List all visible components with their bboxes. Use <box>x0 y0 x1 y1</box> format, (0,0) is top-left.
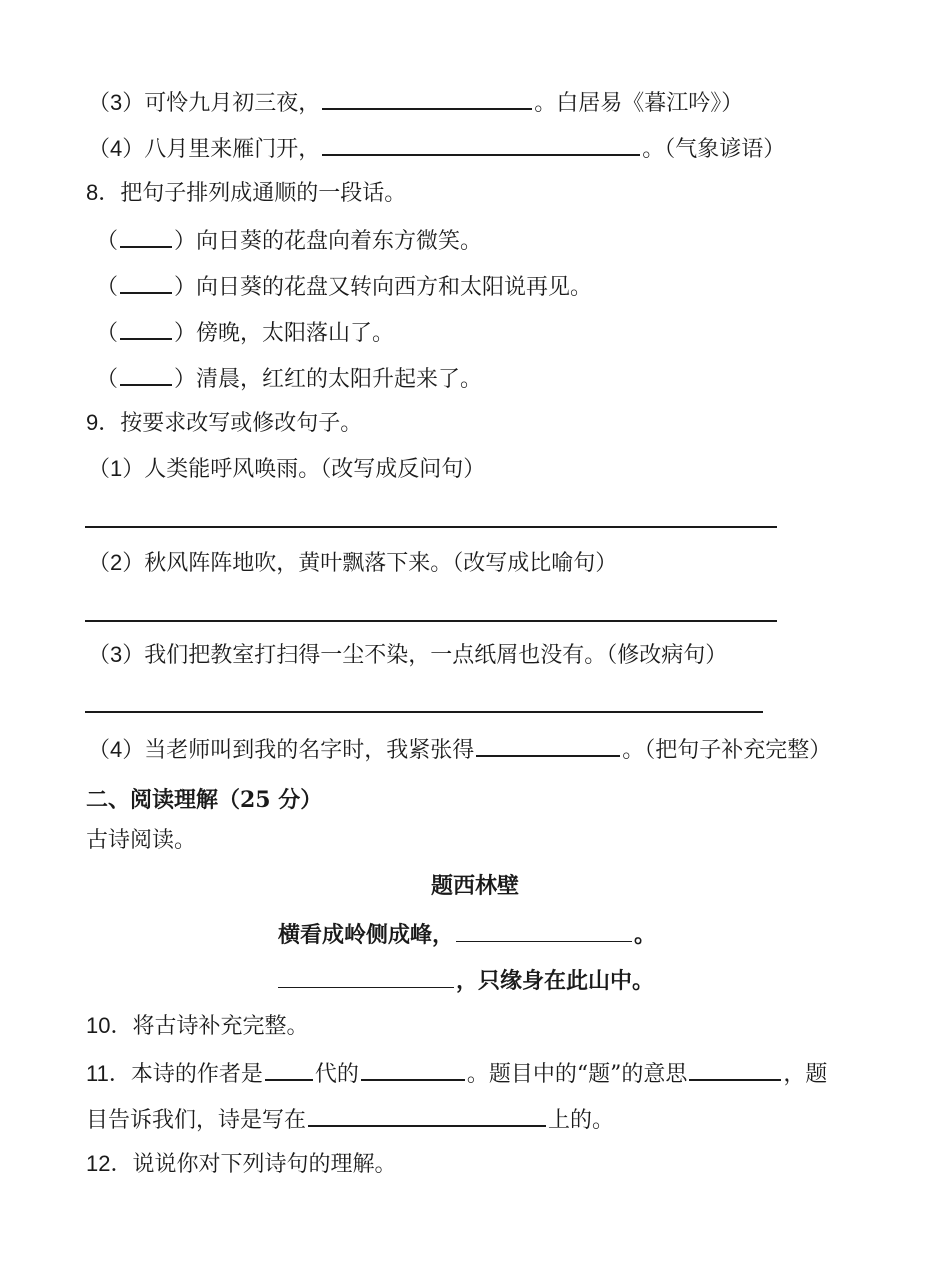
q11-text-1: 本诗的作者是 <box>130 1062 263 1087</box>
q8-item-4-blank[interactable] <box>120 362 172 386</box>
q10-text: 将古诗补充完整。 <box>132 1014 309 1039</box>
q12 <box>86 1149 397 1179</box>
paren-open: （ <box>96 229 119 254</box>
q9-item-1 <box>88 454 485 484</box>
q8-item-3-blank[interactable] <box>120 316 172 340</box>
q9-item-2 <box>88 548 617 578</box>
q7-item-4-number: （4） <box>88 136 145 161</box>
poem-line-1-end: 。 <box>634 922 657 948</box>
poem-line-1 <box>278 919 656 949</box>
q9-item-4-number: （4） <box>88 737 145 762</box>
q9-item-4-blank[interactable] <box>476 733 620 757</box>
q10 <box>86 1011 309 1041</box>
poem-line-1-blank[interactable] <box>456 919 632 942</box>
poem-title: 题西林壁 <box>430 873 519 899</box>
poem-line-2 <box>276 965 654 995</box>
q8-item-2-text: 向日葵的花盘又转向西方和太阳说再见。 <box>196 275 593 300</box>
q9-item-3 <box>88 640 727 670</box>
q9-item-1-number: （1） <box>88 456 145 481</box>
section-intro: 古诗阅读。 <box>86 828 197 853</box>
q12-number: 12． <box>86 1151 133 1176</box>
q8-item-2 <box>96 270 592 300</box>
q8-item-2-blank[interactable] <box>120 270 172 294</box>
paren-close: ） <box>174 229 197 254</box>
q9-item-3-answer-line[interactable] <box>85 711 763 713</box>
q8-item-4 <box>96 362 482 392</box>
q12-text: 说说你对下列诗句的理解。 <box>132 1152 397 1177</box>
q9-prompt: 按要求改写或修改句子。 <box>120 411 363 436</box>
q9-item-2-number: （2） <box>88 550 145 575</box>
q8-item-1-blank[interactable] <box>120 224 172 248</box>
q11-text-6: 上的。 <box>548 1108 615 1133</box>
q7-item-4-source: 。（气象谚语） <box>642 137 786 162</box>
q9-title <box>86 408 362 438</box>
q7-item-4-blank[interactable] <box>322 132 640 156</box>
q9-item-3-number: （3） <box>88 642 145 667</box>
q7-item-3-text: 可怜九月初三夜， <box>144 91 321 116</box>
q8-item-1-text: 向日葵的花盘向着东方微笑。 <box>196 229 483 254</box>
q8-prompt: 把句子排列成通顺的一段话。 <box>120 181 407 206</box>
q9-item-1-answer-line[interactable] <box>85 526 777 528</box>
q11-dynasty-blank[interactable] <box>265 1057 313 1081</box>
q7-item-4 <box>88 132 785 162</box>
q11-line-1 <box>86 1057 827 1087</box>
paren-close: ） <box>174 321 197 346</box>
q8-number: 8． <box>86 180 121 205</box>
q9-item-1-text: 人类能呼风唤雨。（改写成反问句） <box>144 457 486 482</box>
q11-text-2: 代的 <box>314 1062 359 1087</box>
q8-item-3 <box>96 316 394 346</box>
q7-item-3-number: （3） <box>88 90 145 115</box>
q9-item-4 <box>88 733 831 763</box>
q11-meaning-blank[interactable] <box>689 1057 781 1081</box>
paren-close: ） <box>174 275 197 300</box>
q7-item-3-blank[interactable] <box>322 86 532 110</box>
q7-item-3 <box>88 86 743 116</box>
q7-item-4-text: 八月里来雁门开， <box>144 137 321 162</box>
q9-number: 9． <box>86 410 121 435</box>
q11-line-2 <box>86 1103 614 1133</box>
q8-item-3-text: 傍晚，太阳落山了。 <box>196 321 395 346</box>
q11-location-blank[interactable] <box>308 1103 546 1127</box>
q9-item-4-text: 当老师叫到我的名字时，我紧张得 <box>144 738 475 763</box>
paren-open: （ <box>96 275 119 300</box>
q8-title <box>86 178 406 208</box>
q11-text-4: ，题 <box>783 1062 828 1087</box>
q9-item-2-answer-line[interactable] <box>85 620 777 622</box>
q9-item-3-text: 我们把教室打扫得一尘不染，一点纸屑也没有。（修改病句） <box>144 643 728 668</box>
q8-item-4-text: 清晨，红红的太阳升起来了。 <box>196 367 483 392</box>
paren-close: ） <box>174 367 197 392</box>
q9-item-4-instruction: 。（把句子补充完整） <box>622 738 832 763</box>
poem-line-1-text: 横看成岭侧成峰， <box>278 922 455 948</box>
q8-item-1 <box>96 224 482 254</box>
q10-number: 10． <box>86 1013 133 1038</box>
paren-open: （ <box>96 367 119 392</box>
q11-text-5: 目告诉我们，诗是写在 <box>86 1108 307 1133</box>
q11-author-blank[interactable] <box>361 1057 465 1081</box>
section-heading: 二、阅读理解（25 分） <box>86 787 323 813</box>
paren-open: （ <box>96 321 119 346</box>
poem-line-2-text: ，只缘身在此山中。 <box>456 968 655 994</box>
q11-number: 11． <box>86 1061 131 1086</box>
q7-item-3-source: 。白居易《暮江吟》） <box>534 91 744 116</box>
q11-text-3: 。题目中的“题”的意思 <box>466 1062 688 1087</box>
poem-line-2-blank[interactable] <box>278 965 454 988</box>
q9-item-2-text: 秋风阵阵地吹，黄叶飘落下来。（改写成比喻句） <box>144 551 618 576</box>
